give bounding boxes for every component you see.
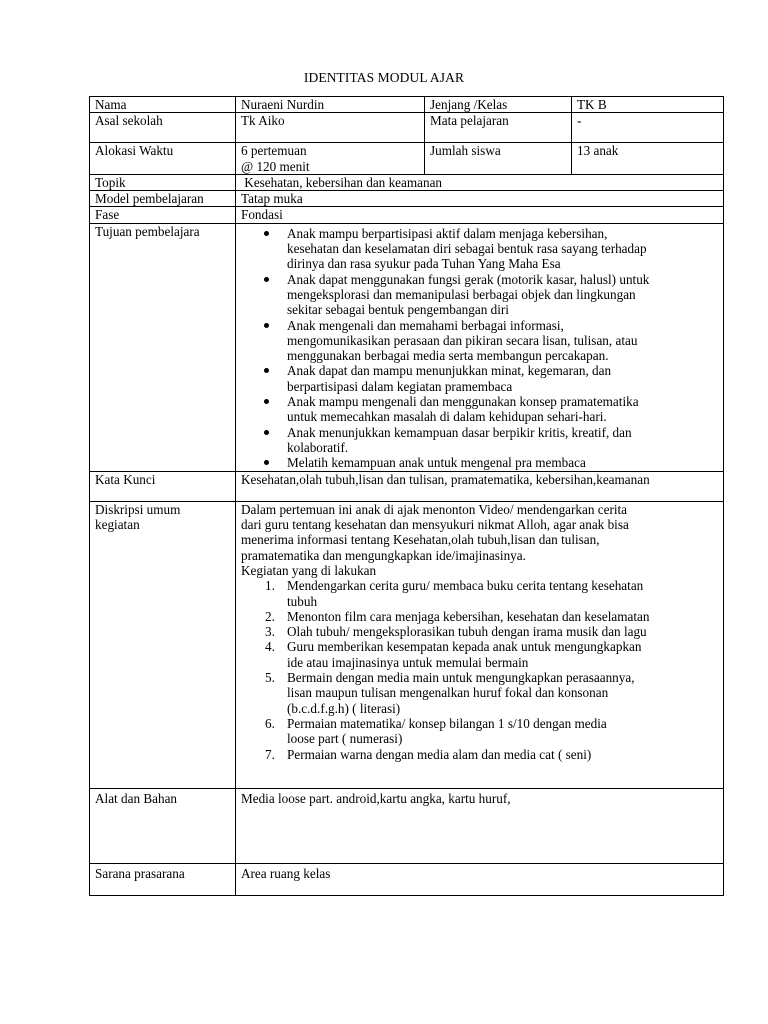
label-model-pembelajaran: Model pembelajaran (90, 191, 236, 207)
goal-line: Melatih kemampuan anak untuk mengenal pra membaca (287, 455, 586, 471)
step-line: Guru memberikan kesempatan kepada anak untuk mengungkapkan (287, 639, 642, 655)
step-line: Olah tubuh/ mengeksplorasikan tubuh dengan irama musik dan lagu (287, 624, 647, 640)
row-asal-sekolah (90, 113, 724, 143)
row-alat-bahan (90, 788, 724, 863)
label-kata-kunci: Kata Kunci (90, 471, 236, 501)
label-topik: Topik (90, 174, 236, 190)
value-fase: Fondasi (236, 207, 724, 223)
value-jenjang: TK B (572, 97, 724, 113)
row-tujuan-pembelajaran (90, 223, 724, 471)
value-jumlah-siswa: 13 anak (572, 143, 724, 175)
label-nama: Nama (90, 97, 236, 113)
goal-item (287, 363, 718, 394)
diskripsi-label-line-2: kegiatan (95, 517, 140, 533)
goal-line: Anak mampu berpartisipasi aktif dalam menjaga kebersihan, (287, 225, 608, 241)
value-asal-sekolah: Tk Aiko (236, 113, 425, 143)
goal-line: Anak dapat menggunakan fungsi gerak (motorik kasar, halusl) untuk (287, 271, 650, 287)
step-number: 4. (265, 639, 275, 655)
row-nama (90, 97, 724, 113)
kegiatan-step (265, 578, 718, 609)
step-number: 2. (265, 608, 275, 624)
label-alokasi-waktu: Alokasi Waktu (90, 143, 236, 175)
step-number: 1. (265, 578, 275, 594)
step-line: ide atau imajinasinya untuk memulai bermain (287, 654, 529, 670)
goals-list (241, 226, 718, 471)
alokasi-line-2: @ 120 menit (241, 158, 310, 174)
value-diskripsi-umum (236, 501, 724, 788)
step-line: Bermain dengan media main untuk mengungkapkan perasaannya, (287, 670, 635, 686)
goal-line: dirinya dan rasa syukur pada Tuhan Yang Maha Esa (287, 256, 561, 272)
goal-item (287, 394, 718, 425)
kegiatan-steps (241, 578, 718, 762)
kegiatan-subheading: Kegiatan yang di lakukan (241, 562, 377, 578)
value-alokasi-waktu (236, 143, 425, 175)
label-sarana-prasarana: Sarana prasarana (90, 863, 236, 895)
value-alat-bahan: Media loose part. android,kartu angka, kartu huruf, (236, 788, 724, 863)
intro-line: menerima informasi tentang Kesehatan,olah tubuh,lisan dan tulisan, (241, 532, 600, 548)
row-sarana-prasarana (90, 863, 724, 895)
step-line: tubuh (287, 593, 318, 609)
document-title: IDENTITAS MODUL AJAR (303, 70, 465, 85)
goal-line: sekitar sebagai bentuk pengembangan diri (287, 302, 509, 318)
value-tujuan-pembelajaran (236, 223, 724, 471)
diskripsi-intro (241, 502, 718, 563)
goal-line: kolaboratif. (287, 439, 349, 455)
step-line: Permaian warna dengan media alam dan media cat ( seni) (287, 746, 592, 762)
step-line: Menonton film cara menjaga kebersihan, kesehatan dan keselamatan (287, 608, 650, 624)
kegiatan-step (265, 639, 718, 670)
goal-item (287, 272, 718, 318)
row-alokasi-waktu (90, 143, 724, 175)
label-fase: Fase (90, 207, 236, 223)
label-diskripsi-umum (90, 501, 236, 788)
goal-item (287, 226, 718, 272)
goal-line: Anak dapat dan mampu menunjukkan minat, kegemaran, dan (287, 363, 612, 379)
value-sarana-prasarana: Area ruang kelas (236, 863, 724, 895)
goal-line: Anak mengenali dan memahami berbagai informasi, (287, 317, 564, 333)
value-model-pembelajaran: Tatap muka (236, 191, 724, 207)
row-diskripsi-umum (90, 501, 724, 788)
value-kata-kunci: Kesehatan,olah tubuh,lisan dan tulisan, pramatematika, kebersihan,keamanan (236, 471, 724, 501)
goal-line: Anak mampu mengenali dan menggunakan konsep pramatematika (287, 394, 639, 410)
step-line: Mendengarkan cerita guru/ membaca buku cerita tentang kesehatan (287, 578, 644, 594)
kegiatan-step (265, 746, 718, 762)
goal-line: untuk memecahkan masalah di dalam kehidupan sehari-hari. (287, 409, 607, 425)
step-number: 3. (265, 624, 275, 640)
goal-item (287, 455, 718, 470)
step-number: 5. (265, 670, 275, 686)
label-jenjang: Jenjang /Kelas (425, 97, 572, 113)
row-fase (90, 207, 724, 223)
kegiatan-step (265, 608, 718, 624)
kegiatan-step (265, 670, 718, 716)
identity-table (89, 96, 724, 896)
row-model-pembelajaran (90, 191, 724, 207)
step-line: loose part ( numerasi) (287, 731, 403, 747)
intro-line: pramatematika dan mengungkapkan ide/imajinasinya. (241, 547, 526, 563)
step-line: Permaian matematika/ konsep bilangan 1 s/10 dengan media (287, 715, 607, 731)
goal-line: berpartisipasi dalam kegiatan pramembaca (287, 378, 513, 394)
goal-line: menggunakan berbagai media serta membangun percakapan. (287, 348, 609, 364)
value-mata-pelajaran: - (572, 113, 724, 143)
row-topik (90, 174, 724, 190)
diskripsi-label-line-1: Diskripsi umum (95, 501, 181, 517)
goal-line: Anak menunjukkan kemampuan dasar berpikir kritis, kreatif, dan (287, 424, 632, 440)
step-line: lisan maupun tulisan mengenalkan huruf fokal dan konsonan (287, 685, 609, 701)
goal-item (287, 425, 718, 456)
goal-line: mengeksplorasi dan memanipulasi berbagai objek dan lingkungan (287, 286, 636, 302)
label-alat-bahan: Alat dan Bahan (90, 788, 236, 863)
goal-line: kesehatan dan keselamatan diri sebagai bentuk rasa sayang terhadap (287, 241, 647, 257)
intro-line: dari guru tentang kesehatan dan mensyukuri nikmat Alloh, agar anak bisa (241, 517, 629, 533)
kegiatan-step (265, 715, 718, 747)
alokasi-line-1: 6 pertemuan (241, 143, 307, 159)
value-topik: Kesehatan, kebersihan dan keamanan (236, 174, 724, 190)
label-mata-pelajaran: Mata pelajaran (425, 113, 572, 143)
kegiatan-step (265, 624, 718, 640)
step-number: 7. (265, 746, 275, 762)
step-number: 6. (265, 715, 275, 731)
row-kata-kunci (90, 471, 724, 501)
step-line: (b.c.d.f.g.h) ( literasi) (287, 700, 401, 716)
label-asal-sekolah: Asal sekolah (90, 113, 236, 143)
value-nama: Nuraeni Nurdin (236, 97, 425, 113)
goal-line: mengomunikasikan perasaan dan pikiran secara lisan, tulisan, atau (287, 332, 638, 348)
intro-line: Dalam pertemuan ini anak di ajak menonton Video/ mendengarkan cerita (241, 501, 628, 517)
label-jumlah-siswa: Jumlah siswa (425, 143, 572, 175)
goal-item (287, 318, 718, 364)
label-tujuan-pembelajaran: Tujuan pembelajara (90, 223, 236, 471)
